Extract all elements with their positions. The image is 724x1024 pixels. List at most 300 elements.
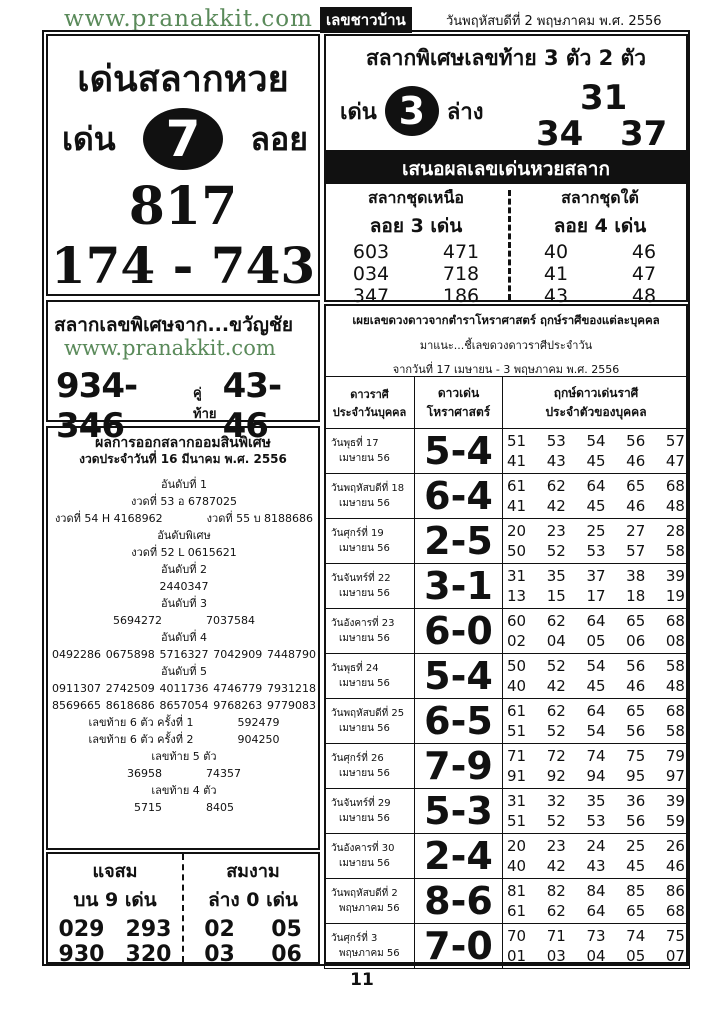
lucky-number: 05 bbox=[586, 632, 606, 650]
result-line: อันดับที่ 2 bbox=[161, 563, 207, 576]
result-line: เลขท้าย 4 ตัว bbox=[151, 784, 217, 797]
stars-row bbox=[325, 744, 690, 789]
south-num: 43 bbox=[543, 285, 569, 307]
lucky-number: 39 bbox=[665, 567, 685, 585]
date-cell bbox=[325, 699, 415, 744]
lucky-number: 61 bbox=[507, 702, 527, 720]
numbers-cell bbox=[503, 654, 690, 699]
result-line bbox=[52, 765, 316, 782]
lucky-number: 75 bbox=[665, 927, 685, 945]
lucky-number: 71 bbox=[546, 927, 566, 945]
number-817: 817 bbox=[128, 176, 238, 237]
date-line: พฤษภาคม 56 bbox=[339, 948, 400, 959]
col-head-1 bbox=[325, 377, 415, 429]
date-cell bbox=[325, 924, 415, 969]
result-number: 2742509 bbox=[105, 682, 155, 695]
lucky-number: 51 bbox=[507, 722, 527, 740]
lucky-number: 53 bbox=[586, 812, 606, 830]
lucky-number: 74 bbox=[586, 747, 606, 765]
lucky-number: 68 bbox=[665, 902, 685, 920]
star-digit: 6-0 bbox=[415, 609, 503, 654]
numbers-line bbox=[507, 631, 685, 651]
numbers-line bbox=[507, 451, 685, 471]
numbers-line bbox=[507, 901, 685, 921]
south-num: 46 bbox=[631, 241, 657, 263]
result-line: งวดที่ 52 L 0615621 bbox=[131, 546, 237, 559]
date-line: พฤษภาคม 56 bbox=[339, 903, 400, 914]
lucky-number: 86 bbox=[665, 882, 685, 900]
numbers-line bbox=[507, 856, 685, 876]
numbers-line bbox=[507, 811, 685, 831]
numbers-cell bbox=[503, 429, 690, 474]
south-num: 47 bbox=[631, 263, 657, 285]
paper-name: เลขชาวบ้าน bbox=[320, 7, 412, 33]
lucky-number: 58 bbox=[665, 542, 685, 560]
jaesom-title: แจสม bbox=[92, 861, 138, 882]
lang-label: ล่าง bbox=[446, 99, 484, 125]
south-num: 40 bbox=[543, 241, 569, 263]
lucky-number: 68 bbox=[665, 612, 685, 630]
numbers-line bbox=[507, 476, 685, 496]
result-number: 9779083 bbox=[267, 699, 316, 712]
numbers-line bbox=[507, 701, 685, 721]
col-head-3b: ประจำตัวของบุคคล bbox=[545, 404, 647, 419]
date-cell bbox=[325, 879, 415, 924]
numbers-cell bbox=[503, 789, 690, 834]
stars-row bbox=[325, 474, 690, 519]
special-3-2-box bbox=[324, 34, 688, 152]
stars-range: จากวันที่ 17 เมษายน - 3 พฤษภาคม พ.ศ. 2556 bbox=[392, 363, 620, 376]
lucky-number: 17 bbox=[586, 587, 606, 605]
col-head-2a: ดาวเด่น bbox=[437, 385, 480, 400]
lucky-number: 40 bbox=[507, 677, 527, 695]
date-line: วันจันทร์ที่ 22 bbox=[331, 573, 391, 584]
date-cell bbox=[325, 474, 415, 519]
date-line: เมษายน 56 bbox=[339, 453, 390, 464]
star-digit: 5-4 bbox=[415, 429, 503, 474]
lucky-number: 94 bbox=[586, 767, 606, 785]
lucky-number: 04 bbox=[586, 947, 606, 965]
stars-row bbox=[325, 699, 690, 744]
star-digit: 5-4 bbox=[415, 654, 503, 699]
date-line: เมษายน 56 bbox=[339, 543, 390, 554]
lucky-number: 72 bbox=[546, 747, 566, 765]
col-head-3 bbox=[503, 377, 690, 429]
den-circle: 7 bbox=[143, 108, 223, 170]
north-title: สลากชุดเหนือ bbox=[367, 188, 465, 207]
result-value: 904250 bbox=[237, 733, 280, 746]
star-digit: 7-0 bbox=[415, 924, 503, 969]
numbers-line bbox=[507, 521, 685, 541]
numbers-cell bbox=[503, 519, 690, 564]
lucky-number: 56 bbox=[626, 657, 646, 675]
lucky-number: 59 bbox=[665, 812, 685, 830]
lucky-number: 47 bbox=[665, 452, 685, 470]
present-divider bbox=[508, 190, 511, 300]
lucky-number: 85 bbox=[626, 882, 646, 900]
lucky-number: 35 bbox=[586, 792, 606, 810]
date-line: เมษายน 56 bbox=[339, 768, 390, 779]
stars-title: เผยเลขดวงดาวจากตำราโหราศาสตร์ ฤกษ์ราศีของแต่ละบุคคล bbox=[352, 313, 660, 327]
lucky-number: 61 bbox=[507, 902, 527, 920]
lucky-number: 62 bbox=[546, 612, 566, 630]
south-num: 48 bbox=[631, 285, 657, 307]
date-line: วันพุธที่ 24 bbox=[331, 663, 379, 674]
stars-row bbox=[325, 789, 690, 834]
col-head-2 bbox=[415, 377, 503, 429]
date-line: วันจันทร์ที่ 29 bbox=[331, 798, 391, 809]
col-head-1a: ดาวราศี bbox=[350, 387, 389, 401]
lucky-number: 20 bbox=[507, 522, 527, 540]
result-line bbox=[52, 680, 316, 697]
lucky-number: 19 bbox=[665, 587, 685, 605]
date-line: เมษายน 56 bbox=[339, 678, 390, 689]
lucky-number: 56 bbox=[626, 432, 646, 450]
north-num: 347 bbox=[352, 285, 390, 307]
result-value: งวดที่ 55 บ 8188686 bbox=[206, 512, 314, 525]
loi-label: ลอย bbox=[250, 119, 308, 158]
result-label: 36958 bbox=[127, 767, 162, 780]
result-value: 74357 bbox=[206, 767, 241, 780]
lucky-number: 65 bbox=[626, 612, 646, 630]
date-cell bbox=[325, 744, 415, 789]
special-main: 934-346 bbox=[56, 366, 138, 446]
result-number: 8569665 bbox=[52, 699, 101, 712]
lucky-number: 79 bbox=[665, 747, 685, 765]
special-title: สลากเลขพิเศษจาก...ขวัญชัย bbox=[54, 314, 293, 336]
lucky-number: 65 bbox=[626, 902, 646, 920]
south-title: สลากชุดใต้ bbox=[561, 188, 639, 207]
results-subtitle: งวดประจำวันที่ 16 มีนาคม พ.ศ. 2556 bbox=[79, 452, 287, 466]
south-rows bbox=[512, 241, 688, 307]
star-digit: 3-1 bbox=[415, 564, 503, 609]
date-cell bbox=[325, 564, 415, 609]
stars-sub: มาแนะ...ชี้เลขดวงดาวราศีประจำวัน bbox=[419, 339, 593, 352]
date-line: วันอังคารที่ 30 bbox=[331, 843, 395, 854]
north-rows bbox=[326, 241, 506, 307]
lucky-number: 48 bbox=[665, 497, 685, 515]
numbers-line bbox=[507, 656, 685, 676]
numbers-line bbox=[507, 566, 685, 586]
result-number: 7931218 bbox=[267, 682, 316, 695]
date-cell bbox=[325, 519, 415, 564]
jaesom-num: 930 bbox=[58, 942, 105, 967]
numbers-line bbox=[507, 541, 685, 561]
lucky-number: 52 bbox=[546, 722, 566, 740]
lucky-number: 54 bbox=[586, 657, 606, 675]
stars-row bbox=[325, 879, 690, 924]
numbers-line bbox=[507, 946, 685, 966]
lucky-number: 42 bbox=[546, 497, 566, 515]
lucky-number: 68 bbox=[665, 477, 685, 495]
lucky-number: 65 bbox=[626, 477, 646, 495]
special-watermark: www.pranakkit.com bbox=[64, 336, 276, 360]
stars-table bbox=[324, 376, 690, 969]
north-sub: ลอย 3 เด่น bbox=[369, 215, 463, 237]
star-digit: 5-3 bbox=[415, 789, 503, 834]
result-number: 7042909 bbox=[213, 648, 263, 661]
lucky-number: 03 bbox=[546, 947, 566, 965]
lucky-number: 38 bbox=[626, 567, 646, 585]
lucky-number: 23 bbox=[546, 522, 566, 540]
result-number: 5716327 bbox=[159, 648, 209, 661]
somngam-num: 03 bbox=[204, 942, 235, 967]
result-line: งวดที่ 53 อ 6787025 bbox=[130, 495, 238, 508]
date-line: วันพฤหัสบดีที่ 2 bbox=[331, 888, 398, 899]
lucky-number: 54 bbox=[586, 722, 606, 740]
numbers-cell bbox=[503, 564, 690, 609]
lucky-number: 51 bbox=[507, 432, 527, 450]
result-number: 0911307 bbox=[52, 682, 101, 695]
lucky-number: 45 bbox=[586, 452, 606, 470]
lucky-number: 56 bbox=[626, 722, 646, 740]
lucky-number: 24 bbox=[586, 837, 606, 855]
lucky-number: 53 bbox=[546, 432, 566, 450]
somngam-row-2 bbox=[186, 942, 320, 967]
numbers-line bbox=[507, 431, 685, 451]
somngam-title: สมงาม bbox=[226, 861, 280, 882]
north-num: 718 bbox=[442, 263, 480, 285]
lucky-number: 48 bbox=[665, 677, 685, 695]
jaesom-num: 293 bbox=[125, 917, 172, 942]
den-label: เด่น bbox=[340, 99, 377, 125]
lucky-number: 52 bbox=[546, 542, 566, 560]
lucky-number: 52 bbox=[546, 812, 566, 830]
stars-row bbox=[325, 654, 690, 699]
lucky-number: 32 bbox=[546, 792, 566, 810]
jaesom-panel bbox=[48, 854, 184, 967]
date-line: วันพฤหัสบดีที่ 25 bbox=[331, 708, 405, 719]
numbers-line bbox=[507, 676, 685, 696]
results-title: ผลการออกสลากออมสินพิเศษ bbox=[95, 435, 271, 451]
jaesom-row-2 bbox=[48, 942, 182, 967]
results-box bbox=[46, 426, 320, 850]
result-line: 2440347 bbox=[159, 580, 209, 593]
north-panel bbox=[326, 186, 506, 307]
result-label: งวดที่ 54 H 4168962 bbox=[54, 512, 163, 525]
lucky-number: 35 bbox=[546, 567, 566, 585]
result-line: อันดับพิเศษ bbox=[157, 529, 211, 542]
date-line: วันพฤหัสบดีที่ 18 bbox=[331, 483, 405, 494]
lucky-number: 81 bbox=[507, 882, 527, 900]
lucky-number: 50 bbox=[507, 657, 527, 675]
lucky-number: 54 bbox=[586, 432, 606, 450]
lucky-number: 05 bbox=[626, 947, 646, 965]
stars-row bbox=[325, 834, 690, 879]
lucky-number: 62 bbox=[546, 477, 566, 495]
result-line: อันดับที่ 5 bbox=[161, 665, 207, 678]
date-line: วันศุกร์ที่ 3 bbox=[331, 933, 378, 944]
numbers-line bbox=[507, 586, 685, 606]
north-num: 471 bbox=[442, 241, 480, 263]
den-3-circle: 3 bbox=[385, 86, 439, 136]
result-number: 4746779 bbox=[213, 682, 263, 695]
page-header bbox=[0, 0, 724, 32]
lucky-number: 57 bbox=[626, 542, 646, 560]
watermark: www.pranakkit.com bbox=[64, 6, 313, 32]
lucky-number: 41 bbox=[507, 497, 527, 515]
lucky-number: 46 bbox=[665, 857, 685, 875]
lucky-number: 51 bbox=[507, 812, 527, 830]
lucky-number: 45 bbox=[626, 857, 646, 875]
den-salak-box bbox=[46, 34, 320, 296]
date-cell bbox=[325, 609, 415, 654]
numbers-cell bbox=[503, 609, 690, 654]
stars-row bbox=[325, 564, 690, 609]
col-head-3a: ฤกษ์ดาวเด่นราศี bbox=[553, 385, 639, 400]
south-sub: ลอย 4 เด่น bbox=[553, 215, 647, 237]
lucky-number: 15 bbox=[546, 587, 566, 605]
date-line: เมษายน 56 bbox=[339, 813, 390, 824]
issue-date: วันพฤหัสบดีที่ 2 พฤษภาคม พ.ศ. 2556 bbox=[446, 14, 662, 29]
somngam-num: 06 bbox=[271, 942, 302, 967]
lucky-number: 25 bbox=[586, 522, 606, 540]
result-label: 5694272 bbox=[113, 614, 162, 627]
numbers-cell bbox=[503, 834, 690, 879]
page-number: 11 bbox=[350, 970, 374, 990]
special-suffix-label: คู่ท้าย bbox=[193, 386, 217, 422]
lucky-number: 31 bbox=[507, 567, 527, 585]
den-loi-row bbox=[62, 104, 308, 174]
north-row bbox=[326, 263, 506, 285]
date-line: วันพุธที่ 17 bbox=[331, 438, 379, 449]
result-number: 7448790 bbox=[267, 648, 316, 661]
numbers-line bbox=[507, 746, 685, 766]
numbers-line bbox=[507, 496, 685, 516]
lucky-number: 65 bbox=[626, 702, 646, 720]
lucky-number: 02 bbox=[507, 632, 527, 650]
result-line bbox=[52, 612, 316, 629]
lucky-number: 58 bbox=[665, 722, 685, 740]
numbers-cell bbox=[503, 699, 690, 744]
den-label: เด่น bbox=[62, 119, 116, 158]
somngam-row-1 bbox=[186, 917, 320, 942]
stars-row bbox=[325, 429, 690, 474]
numbers-line bbox=[507, 881, 685, 901]
result-label: เลขท้าย 6 ตัว ครั้งที่ 1 bbox=[88, 716, 194, 729]
col-head-1b: ประจำวันบุคคล bbox=[332, 405, 407, 419]
lucky-number: 43 bbox=[546, 452, 566, 470]
lucky-number: 43 bbox=[586, 857, 606, 875]
date-cell bbox=[325, 654, 415, 699]
lucky-number: 25 bbox=[626, 837, 646, 855]
lucky-number: 06 bbox=[626, 632, 646, 650]
numbers-cell bbox=[503, 474, 690, 519]
lucky-number: 82 bbox=[546, 882, 566, 900]
lucky-number: 64 bbox=[586, 702, 606, 720]
lucky-number: 46 bbox=[626, 452, 646, 470]
result-line bbox=[52, 646, 316, 663]
lucky-number: 36 bbox=[626, 792, 646, 810]
results-list bbox=[52, 476, 316, 816]
somngam-panel bbox=[186, 854, 320, 967]
number-range: 174 - 743 bbox=[50, 236, 316, 295]
date-line: เมษายน 56 bbox=[339, 633, 390, 644]
lucky-number: 45 bbox=[586, 497, 606, 515]
lucky-number: 62 bbox=[546, 902, 566, 920]
lucky-number: 27 bbox=[626, 522, 646, 540]
somngam-num: 02 bbox=[204, 917, 235, 942]
numbers-line bbox=[507, 721, 685, 741]
numbers-line bbox=[507, 836, 685, 856]
lucky-number: 37 bbox=[586, 567, 606, 585]
result-value: 7037584 bbox=[206, 614, 255, 627]
numbers-cell bbox=[503, 744, 690, 789]
lucky-number: 07 bbox=[665, 947, 685, 965]
south-panel bbox=[512, 186, 688, 307]
date-line: เมษายน 56 bbox=[339, 498, 390, 509]
lucky-number: 56 bbox=[626, 812, 646, 830]
lucky-number: 68 bbox=[665, 702, 685, 720]
lucky-number: 31 bbox=[507, 792, 527, 810]
lucky-number: 62 bbox=[546, 702, 566, 720]
north-row bbox=[326, 241, 506, 263]
result-line: อันดับที่ 1 bbox=[161, 478, 207, 491]
lucky-number: 18 bbox=[626, 587, 646, 605]
jaesom-num: 320 bbox=[125, 942, 172, 967]
stars-row bbox=[325, 609, 690, 654]
north-num: 603 bbox=[352, 241, 390, 263]
lucky-number: 28 bbox=[665, 522, 685, 540]
lucky-number: 50 bbox=[507, 542, 527, 560]
south-row bbox=[512, 263, 688, 285]
somngam-num: 05 bbox=[271, 917, 302, 942]
stars-row bbox=[325, 519, 690, 564]
north-num: 186 bbox=[442, 285, 480, 307]
result-label: 5715 bbox=[134, 801, 162, 814]
lucky-number: 52 bbox=[546, 657, 566, 675]
result-line bbox=[52, 731, 316, 748]
numbers-cell bbox=[503, 924, 690, 969]
present-bar: เสนอผลเลขเด่นหวยสลาก bbox=[326, 154, 686, 184]
result-number: 0492286 bbox=[52, 648, 101, 661]
result-number: 0675898 bbox=[105, 648, 155, 661]
lower-num-2: 34 bbox=[536, 114, 584, 154]
lucky-number: 42 bbox=[546, 857, 566, 875]
star-digit: 2-5 bbox=[415, 519, 503, 564]
star-digit: 8-6 bbox=[415, 879, 503, 924]
lucky-number: 97 bbox=[665, 767, 685, 785]
lucky-number: 45 bbox=[586, 677, 606, 695]
bottom-box bbox=[46, 852, 320, 967]
lucky-number: 92 bbox=[546, 767, 566, 785]
lucky-number: 75 bbox=[626, 747, 646, 765]
date-line: วันอังคารที่ 23 bbox=[331, 618, 395, 629]
lucky-number: 53 bbox=[586, 542, 606, 560]
date-line: วันศุกร์ที่ 26 bbox=[331, 753, 384, 764]
result-number: 8657054 bbox=[159, 699, 209, 712]
lucky-number: 73 bbox=[586, 927, 606, 945]
star-digit: 6-5 bbox=[415, 699, 503, 744]
den-salak-title: เด่นสลากหวย bbox=[77, 59, 289, 100]
lucky-number: 04 bbox=[546, 632, 566, 650]
date-line: เมษายน 56 bbox=[339, 588, 390, 599]
lower-num-1: 31 bbox=[580, 78, 628, 118]
lucky-number: 46 bbox=[626, 677, 646, 695]
lucky-number: 64 bbox=[586, 902, 606, 920]
special-suffix: 43-46 bbox=[222, 366, 282, 446]
lucky-number: 58 bbox=[665, 657, 685, 675]
result-value: 592479 bbox=[237, 716, 280, 729]
lucky-number: 91 bbox=[507, 767, 527, 785]
numbers-cell bbox=[503, 879, 690, 924]
jaesom-num: 029 bbox=[58, 917, 105, 942]
lucky-number: 57 bbox=[665, 432, 685, 450]
result-line: อันดับที่ 4 bbox=[161, 631, 207, 644]
result-line bbox=[52, 697, 316, 714]
jaesom-sub: บน 9 เด่น bbox=[73, 889, 157, 911]
result-line: อันดับที่ 3 bbox=[161, 597, 207, 610]
